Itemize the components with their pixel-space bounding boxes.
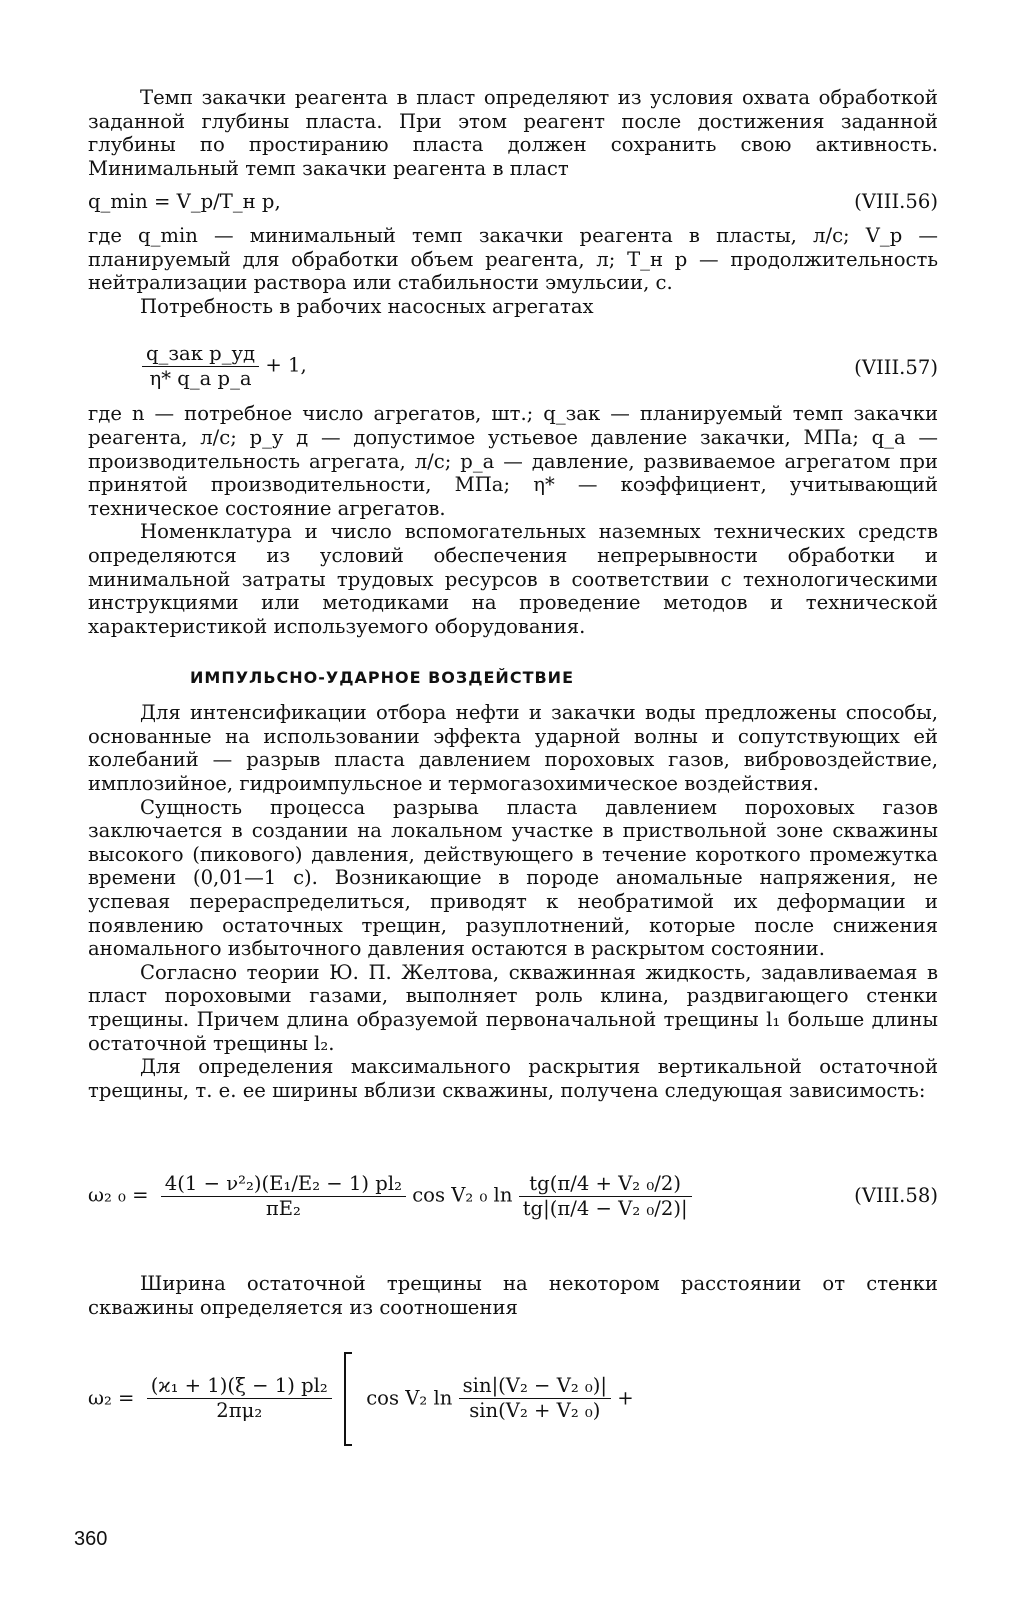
fraction bbox=[519, 1172, 692, 1220]
formula-middle: cos V₂ ln bbox=[366, 1386, 453, 1410]
page-body bbox=[88, 86, 938, 1442]
fraction-denominator: η* q_а p_а bbox=[149, 366, 252, 390]
paragraph: Для интенсификации отбора нефти и закачки воды предложены способы, основанные на использовании эффекта ударной волны и сопутствующих ей колебаний — разрыв пласта давлением пороховых газов, вибровоздействие, имплозийное, гидроимпульсное и термогазохимическое воздействия. bbox=[88, 701, 938, 796]
paragraph: Потребность в рабочих насосных агрегатах bbox=[140, 294, 594, 318]
fraction bbox=[142, 342, 259, 390]
equation-number: (VIII.56) bbox=[854, 190, 938, 214]
formula-expression: q_min = V_р/T_н р, bbox=[88, 190, 281, 214]
paragraph: где q_min — минимальный темп закачки реагента в пласты, л/с; V_р — планируемый для обработки объем реагента, л; T_н р — продолжительность нейтрализации раствора или стабильности эмульсии, с. bbox=[88, 223, 938, 295]
formula-lhs: ω₂ ₀ = bbox=[88, 1183, 149, 1207]
left-bracket bbox=[344, 1352, 352, 1446]
fraction-numerator: sin|(V₂ − V₂ ₀)| bbox=[459, 1374, 611, 1399]
fraction bbox=[147, 1374, 332, 1422]
formula-tail: + bbox=[617, 1386, 634, 1410]
paragraph: Сущность процесса разрыва пласта давлением пороховых газов заключается в создании на локальном участке в приствольной зоне скважины высокого (пикового) давления, действующего в течение короткого промежутка времени (0,01—1 с). Возникающие в породе аномальные напряжения, не успевая перераспределиться, приводят к необратимой их деформации и появлению остаточных трещин, разуплотнений, которые после снижения аномального избыточного давления остаются в раскрытом состоянии. bbox=[88, 795, 938, 961]
formula-middle: cos V₂ ₀ ln bbox=[412, 1183, 513, 1207]
fraction-denominator: πE₂ bbox=[265, 1196, 301, 1220]
fraction-denominator: tg|(π/4 − V₂ ₀/2)| bbox=[522, 1196, 688, 1220]
equation-number: (VIII.58) bbox=[854, 1184, 938, 1208]
formula-viii-56 bbox=[88, 190, 938, 214]
paragraph: Согласно теории Ю. П. Желтова, скважинная жидкость, задавливаемая в пласт пороховыми газами, выполняет роль клина, раздвигающего стенки трещины. Причем длина образуемой первоначальной трещины l₁ больше длины остаточной трещины l₂. bbox=[88, 960, 938, 1055]
fraction bbox=[459, 1374, 611, 1422]
paragraph: Для определения максимального раскрытия вертикальной остаточной трещины, т. е. ее ширины вблизи скважины, получена следующая зависимость: bbox=[88, 1055, 938, 1102]
fraction-numerator: q_зак p_уд bbox=[142, 342, 259, 367]
fraction-numerator: (ϰ₁ + 1)(ξ − 1) pl₂ bbox=[147, 1374, 332, 1399]
fraction bbox=[161, 1172, 406, 1220]
fraction-denominator: sin(V₂ + V₂ ₀) bbox=[469, 1399, 601, 1423]
paragraph: Темп закачки реагента в пласт определяют из условия охвата обработкой заданной глубины пласта. При этом реагент после достижения заданной глубины по простиранию пласта должен сохранить свою активность. Минимальный темп закачки реагента в пласт bbox=[88, 86, 938, 180]
formula-viii-57 bbox=[142, 342, 938, 394]
page-number: 360 bbox=[74, 1528, 108, 1550]
formula-tail: + 1, bbox=[265, 353, 307, 377]
paragraph: где n — потребное число агрегатов, шт.; q_зак — планируемый темп закачки реагента, л/с; p_у д — допустимое устьевое давление закачки, МПа; q_а — производительность агрегата, л/с; p_а — давление, развиваемое агрегатом при принятой производительности, МПа; η* — коэффициент, учитывающий техническое состояние агрегатов. bbox=[88, 402, 938, 520]
equation-number: (VIII.57) bbox=[854, 356, 938, 380]
paragraph: Ширина остаточной трещины на некотором расстоянии от стенки скважины определяется из соотношения bbox=[88, 1272, 938, 1319]
fraction-denominator: 2πμ₂ bbox=[216, 1399, 263, 1423]
formula-omega-2 bbox=[88, 1342, 938, 1442]
section-heading: ИМПУЛЬСНО-УДАРНОЕ ВОЗДЕЙСТВИЕ bbox=[190, 668, 574, 688]
fraction-numerator: tg(π/4 + V₂ ₀/2) bbox=[519, 1172, 692, 1197]
formula-lhs: ω₂ = bbox=[88, 1386, 135, 1410]
formula-viii-58 bbox=[88, 1132, 938, 1242]
fraction-numerator: 4(1 − ν²₂)(E₁/E₂ − 1) pl₂ bbox=[161, 1172, 406, 1197]
paragraph: Номенклатура и число вспомогательных наземных технических средств определяются из условий обеспечения непрерывности обработки и минимальной затраты трудовых ресурсов в соответствии с технологическими инструкциями или методиками на проведение методов и технической характеристикой используемого оборудования. bbox=[88, 520, 938, 638]
